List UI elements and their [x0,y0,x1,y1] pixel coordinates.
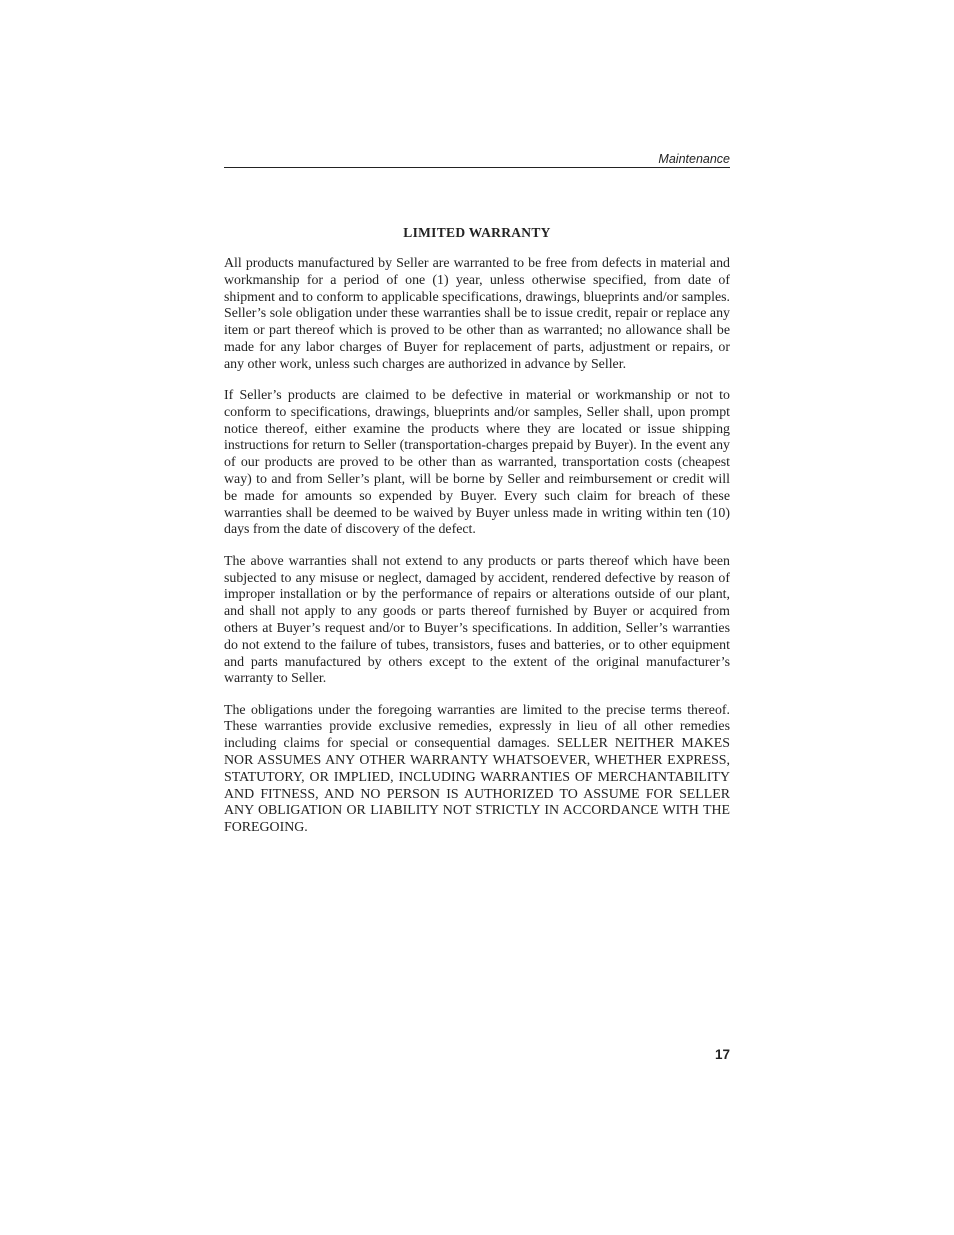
paragraph-exclusions: The above warranties shall not extend to any products or parts thereof which have been subjected to any misuse or neglect, damaged by accident, rendered defective by reason of improper installation or by the performance of repairs or alterations outside of our plant, and shall not apply to any goods or parts thereof furnished by Buyer or acquired from others at Buyer’s request and/or to Buyer’s specifications. In addition, Seller’s warranties do not extend to the failure of tubes, transistors, fuses and batteries, or to other equipment and parts manufactured by others except to the extent of the original manufacturer’s warranty to Seller. [224,553,730,687]
page-number: 17 [714,1047,730,1062]
header-rule [224,167,730,168]
document-page [224,0,730,1235]
running-header: Maintenance [658,152,730,166]
page-title: LIMITED WARRANTY [403,225,551,240]
warranty-body [224,256,730,852]
paragraph-defect-claims: If Seller’s products are claimed to be defective in material or workmanship or not to conform to specifications, drawings, blueprints and/or samples, Seller shall, upon prompt notice thereof, either examine the products where they are located or issue shipping instructions for return to Seller (transportation-charges prepaid by Buyer). In the event any of our products are proved to be other than as warranted, transportation costs (cheapest way) to and from Seller’s plant, will be borne by Seller and reimbursement or credit will be made for amounts so expended by Buyer. Every such claim for breach of these warranties shall be deemed to be waived by Buyer unless made in writing within ten (10) days from the date of discovery of the defect. [224,388,730,538]
paragraph-limitations: The obligations under the foregoing warranties are limited to the precise terms thereof. These warranties provide exclusive remedies, expressly in lieu of all other remedies including claims for special or consequential damages. SELLER NEITHER MAKES NOR ASSUMES ANY OTHER WARRANTY WHATSOEVER, WHETHER EXPRESS, STATUTORY, OR IMPLIED, INCLUDING WARRANTIES OF MERCHANTABILITY AND FITNESS, AND NO PERSON IS AUTHORIZED TO ASSUME FOR SELLER ANY OBLIGATION OR LIABILITY NOT STRICTLY IN ACCORDANCE WITH THE FOREGOING. [224,702,730,836]
paragraph-product-warranty: All products manufactured by Seller are warranted to be free from defects in material and workmanship for a period of one (1) year, unless otherwise specified, from date of shipment and to conform to applicable specifications, drawings, blueprints and/or samples. Seller’s sole obligation under these warranties shall be to issue credit, repair or replace any item or part thereof which is proved to be other than as warranted; no allowance shall be made for any labor charges of Buyer for replacement of parts, adjustment or repairs, or any other work, unless such charges are authorized in advance by Seller. [224,256,730,372]
